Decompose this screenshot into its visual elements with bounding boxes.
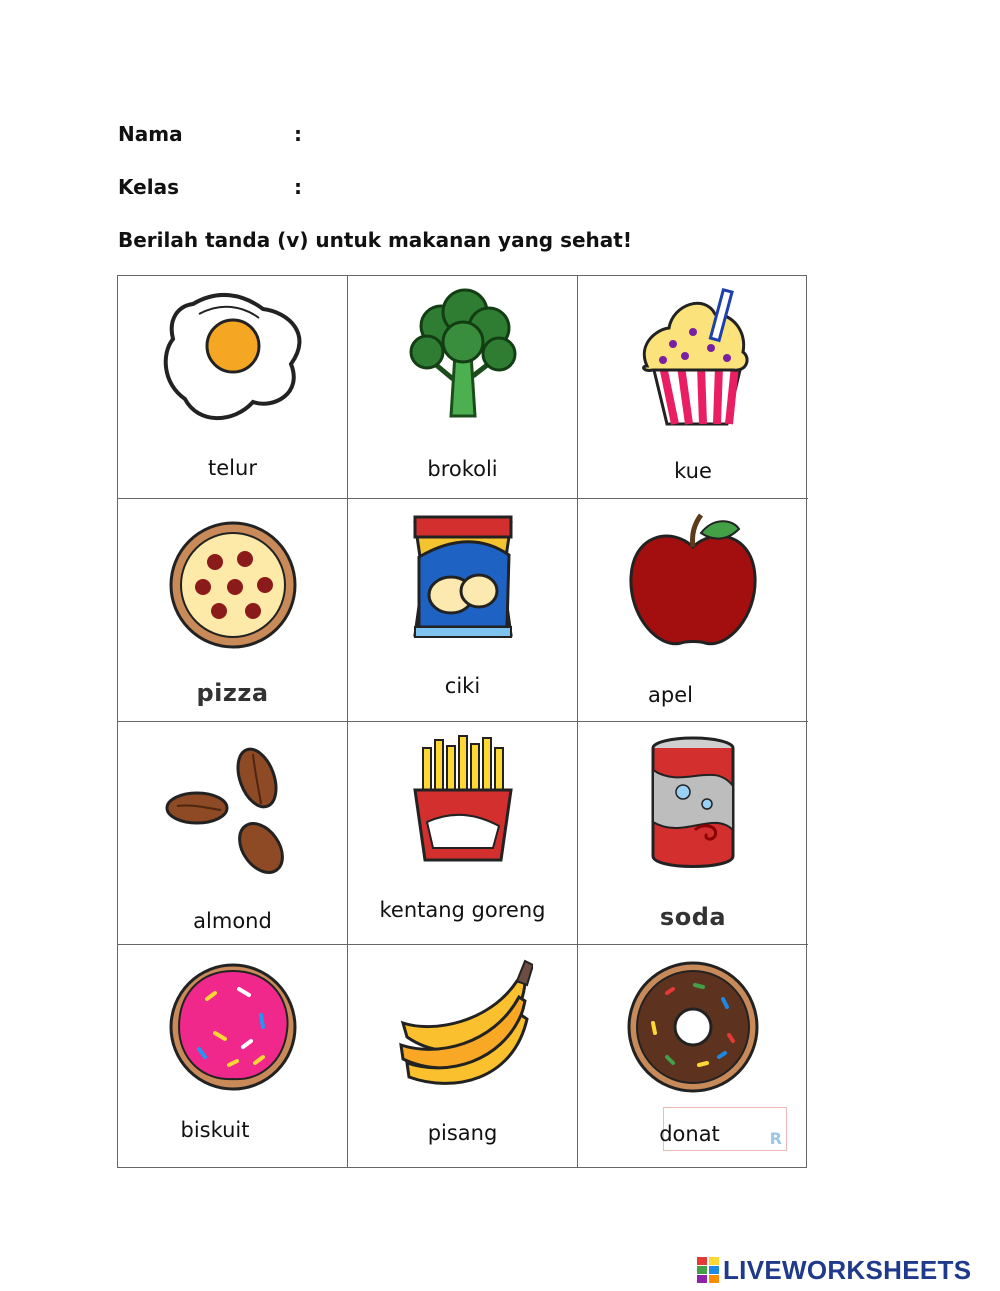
liveworksheets-logo-icon bbox=[697, 1257, 719, 1283]
food-label: kue bbox=[674, 459, 712, 483]
soda-can-icon bbox=[623, 730, 763, 875]
name-label: Nama bbox=[118, 122, 183, 146]
class-label: Kelas bbox=[118, 175, 179, 199]
food-cell-ciki[interactable] bbox=[348, 499, 578, 722]
food-label: apel bbox=[648, 683, 693, 707]
food-label: kentang goreng bbox=[379, 898, 546, 922]
food-cell-donat[interactable] bbox=[578, 945, 808, 1168]
food-cell-pizza[interactable] bbox=[118, 499, 348, 722]
almonds-icon bbox=[163, 730, 303, 875]
instruction-text: Berilah tanda (v) untuk makanan yang sehat! bbox=[118, 228, 632, 252]
fried-egg-icon bbox=[163, 284, 303, 429]
banana-icon bbox=[393, 953, 533, 1098]
food-cell-pisang[interactable] bbox=[348, 945, 578, 1168]
food-cell-apel[interactable] bbox=[578, 499, 808, 722]
food-label: pisang bbox=[427, 1121, 498, 1145]
food-label: telur bbox=[208, 456, 257, 480]
french-fries-icon bbox=[393, 730, 533, 875]
food-cell-biskuit[interactable] bbox=[118, 945, 348, 1168]
food-cell-brokoli[interactable] bbox=[348, 276, 578, 499]
food-label: pizza bbox=[196, 679, 269, 707]
apple-icon bbox=[623, 507, 763, 652]
frosted-cookie-icon bbox=[163, 953, 303, 1098]
food-label: soda bbox=[659, 903, 727, 931]
food-cell-kentang-goreng[interactable] bbox=[348, 722, 578, 945]
food-label: ciki bbox=[444, 674, 481, 698]
food-grid bbox=[117, 275, 807, 1168]
liveworksheets-logo bbox=[697, 1255, 971, 1285]
food-cell-almond[interactable] bbox=[118, 722, 348, 945]
food-label: biskuit bbox=[180, 1118, 250, 1142]
logo-text: LIVEWORKSHEETS bbox=[723, 1254, 972, 1285]
food-cell-telur[interactable] bbox=[118, 276, 348, 499]
stamp-box: R bbox=[663, 1107, 787, 1151]
broccoli-icon bbox=[393, 284, 533, 429]
donut-icon bbox=[623, 953, 763, 1098]
food-cell-kue[interactable] bbox=[578, 276, 808, 499]
food-cell-soda[interactable] bbox=[578, 722, 808, 945]
class-colon: : bbox=[294, 175, 302, 199]
food-label: almond bbox=[193, 909, 272, 933]
name-colon: : bbox=[294, 122, 302, 146]
cupcake-icon bbox=[623, 284, 763, 429]
chips-bag-icon bbox=[393, 507, 533, 652]
pizza-icon bbox=[163, 507, 303, 652]
food-label: donat bbox=[659, 1122, 720, 1146]
food-label: brokoli bbox=[427, 457, 498, 481]
